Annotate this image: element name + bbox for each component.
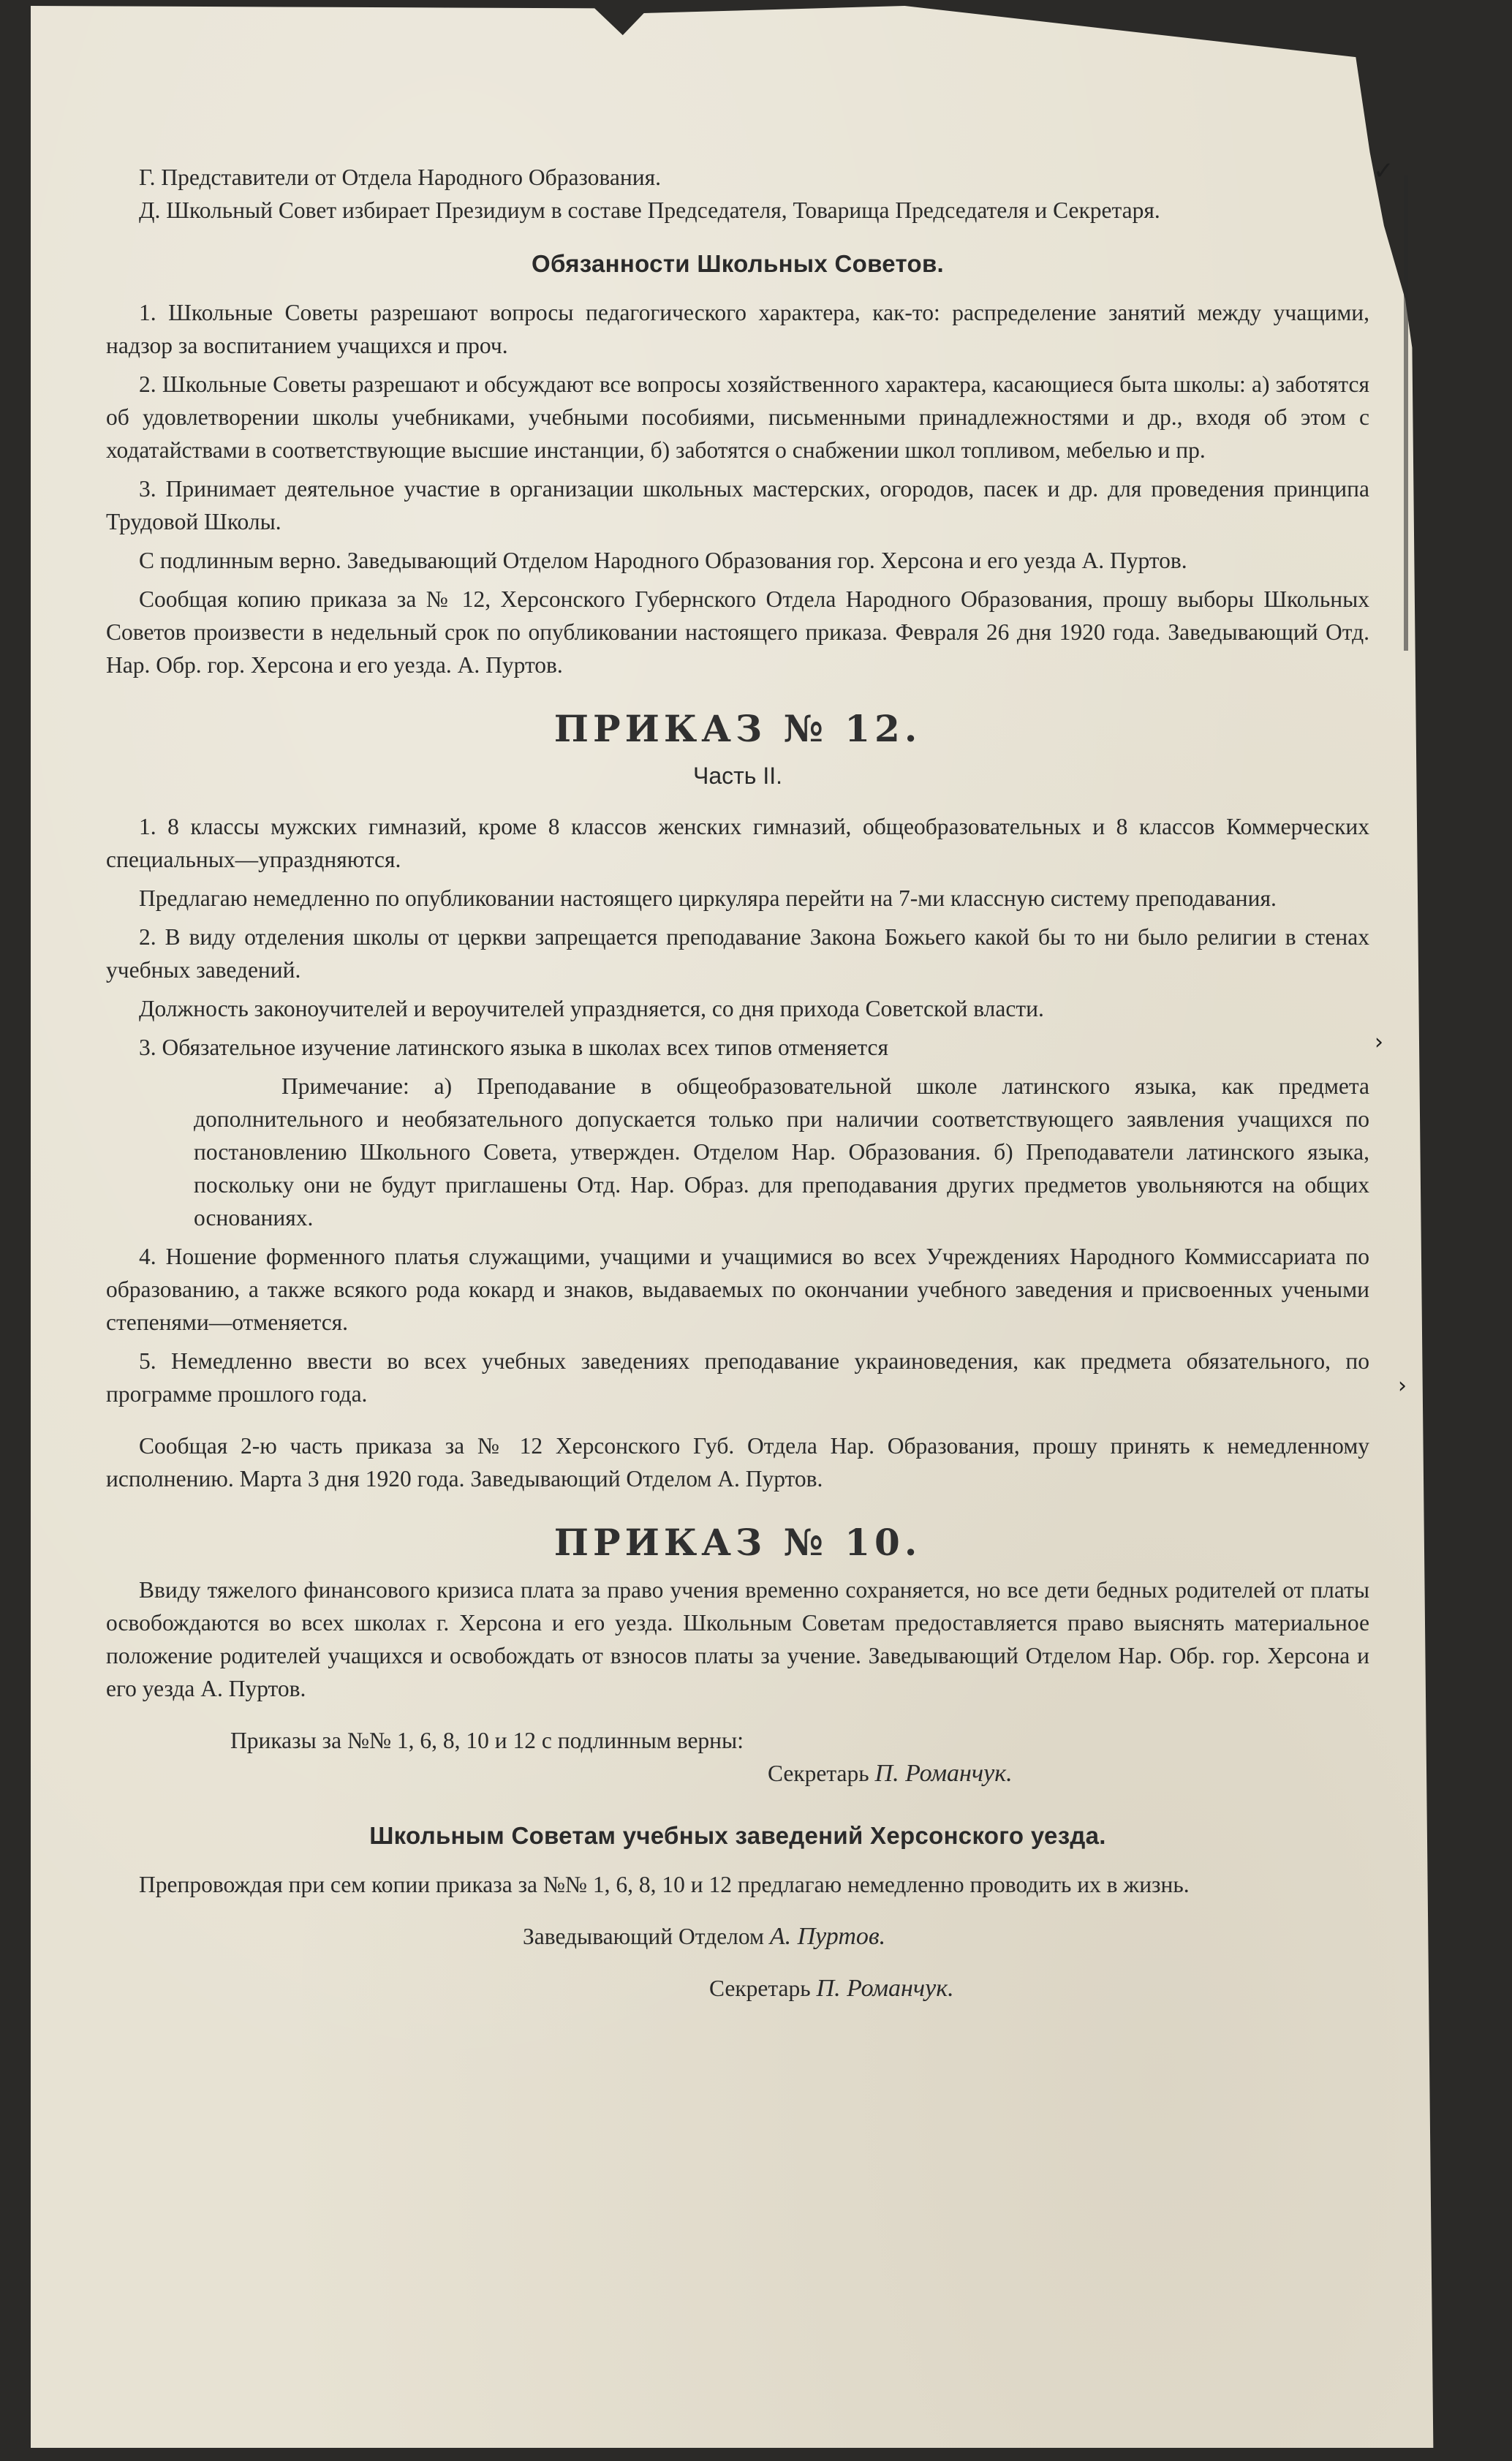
heading-duties: Обязанности Школьных Советов. — [531, 250, 944, 277]
head-name: А. Пуртов. — [769, 1923, 886, 1950]
paragraph-d: Д. Школьный Совет избирает Президиум в составе Председателя, Товарища Председателя и Секретаря. — [139, 197, 1160, 223]
secretary-signature-1 — [106, 1757, 1369, 1790]
document-body — [106, 161, 1369, 2005]
head-signature — [106, 1920, 1369, 1953]
secretary-1-label: Секретарь — [768, 1761, 869, 1786]
paragraph-g: Г. Представители от Отдела Народного Образования. — [139, 165, 661, 190]
order-10-title: ПРИКАЗ № 10. — [553, 1521, 922, 1564]
order-10-text: Ввиду тяжелого финансового кризиса плата за право учения временно сохраняется, но все дети бедных родителей от платы освобождаются во всех школах г. Херсона и его уезда. Школьным Советам предоставляется право выяснять материальное положение родителей учащихся и освобождать от взносов платы за учение. Заведывающий Отделом Нар. Обр. гор. Херсона и его уезда А. Пуртов. — [106, 1577, 1369, 1701]
margin-mark-2: › — [1375, 1029, 1383, 1055]
order-12-note: Примечание: а) Преподавание в общеобразовательной школе латинского языка, как предмета дополнительного и необязательного допускается только при наличии соответствующего заявления учащихся по постановлению Школьного Совета, утвержден. Отделом Нар. Образования. б) Преподаватели латинского языка, поскольку они не будут приглашены Отд. Нар. Образ. для преподавания других предметов увольняются на общих основаниях. — [194, 1073, 1369, 1230]
order-12-title: ПРИКАЗ № 12. — [553, 707, 922, 750]
order-12-item-2b: Должность законоучителей и вероучителей упраздняется, со дня прихода Советской власти. — [139, 996, 1044, 1021]
certified-copy-1: С подлинным верно. Заведывающий Отделом Народного Образования гор. Херсона и его уезда А. Пуртов. — [139, 548, 1187, 573]
secretary-signature-2 — [106, 1972, 1369, 2005]
margin-mark-1: ✓ — [1373, 156, 1394, 186]
duty-item-3: 3. Принимает деятельное участие в организации школьных мастерских, огородов, пасек и др. для проведения принципа Трудовой Школы. — [106, 476, 1369, 534]
margin-mark-3: › — [1398, 1373, 1407, 1399]
order-12-item-5: 5. Немедленно ввести во всех учебных заведениях преподавание украиноведения, как предмета обязательного, по программе прошлого года. — [106, 1348, 1369, 1407]
duty-item-2: 2. Школьные Советы разрешают и обсуждают все вопросы хозяйственного характера, касающиеся быта школы: а) заботятся об удовлетворении школы учебниками, учебными пособиями, письменными принадлежностями и др., входя об этом с ходатайствами в соответствующие высшие инстанции, б) заботятся о снабжении школ топливом, мебелью и пр. — [106, 371, 1369, 463]
paper-edge-shadow — [1404, 175, 1408, 651]
heading-councils: Школьным Советам учебных заведений Херсонского уезда. — [369, 1822, 1106, 1849]
order-12-item-1: 1. 8 классы мужских гимназий, кроме 8 классов женских гимназий, общеобразовательных и 8 классов Коммерческих специальных—упраздняются. — [106, 814, 1369, 872]
message-1: Сообщая копию приказа за № 12, Херсонского Губернского Отдела Народного Образования, прошу выборы Школьных Советов произвести в недельный срок по опубликовании настоящего приказа. Февраля 26 дня 1920 года. Заведывающий Отд. Нар. Обр. гор. Херсона и его уезда. А. Пуртов. — [106, 586, 1369, 678]
orders-certified: Приказы за №№ 1, 6, 8, 10 и 12 с подлинным верны: — [230, 1728, 744, 1753]
order-12-part: Часть II. — [692, 763, 782, 789]
cover-text: Препровождая при сем копии приказа за №№ 1, 6, 8, 10 и 12 предлагаю немедленно проводить их в жизнь. — [139, 1872, 1190, 1897]
order-12-item-4: 4. Ношение форменного платья служащими, учащими и учащимися во всех Учреждениях Народного Коммиссариата по образованию, а также всякого рода кокард и знаков, выдаваемых по окончании учебного заведения и присвоенных учеными степенями—отменяется. — [106, 1244, 1369, 1335]
head-label: Заведывающий Отделом — [523, 1924, 764, 1949]
message-2: Сообщая 2-ю часть приказа за № 12 Херсонского Губ. Отдела Нар. Образования, прошу принять к немедленному исполнению. Марта 3 дня 1920 года. Заведывающий Отделом А. Пуртов. — [106, 1433, 1369, 1492]
order-12-item-2: 2. В виду отделения школы от церкви запрещается преподавание Закона Божьего какой бы то ни было религии в стенах учебных заведений. — [106, 924, 1369, 983]
duty-item-1: 1. Школьные Советы разрешают вопросы педагогического характера, как-то: распределение занятий между учащими, надзор за воспитанием учащихся и проч. — [106, 300, 1369, 358]
order-12-item-3: 3. Обязательное изучение латинского языка в школах всех типов отменяется — [139, 1035, 888, 1060]
secretary-1-name: П. Романчук. — [874, 1760, 1013, 1787]
order-12-item-1b: Предлагаю немедленно по опубликовании настоящего циркуляра перейти на 7-ми классную систему преподавания. — [139, 885, 1277, 911]
secretary-2-name: П. Романчук. — [816, 1975, 954, 2002]
secretary-2-label: Секретарь — [709, 1976, 811, 2001]
